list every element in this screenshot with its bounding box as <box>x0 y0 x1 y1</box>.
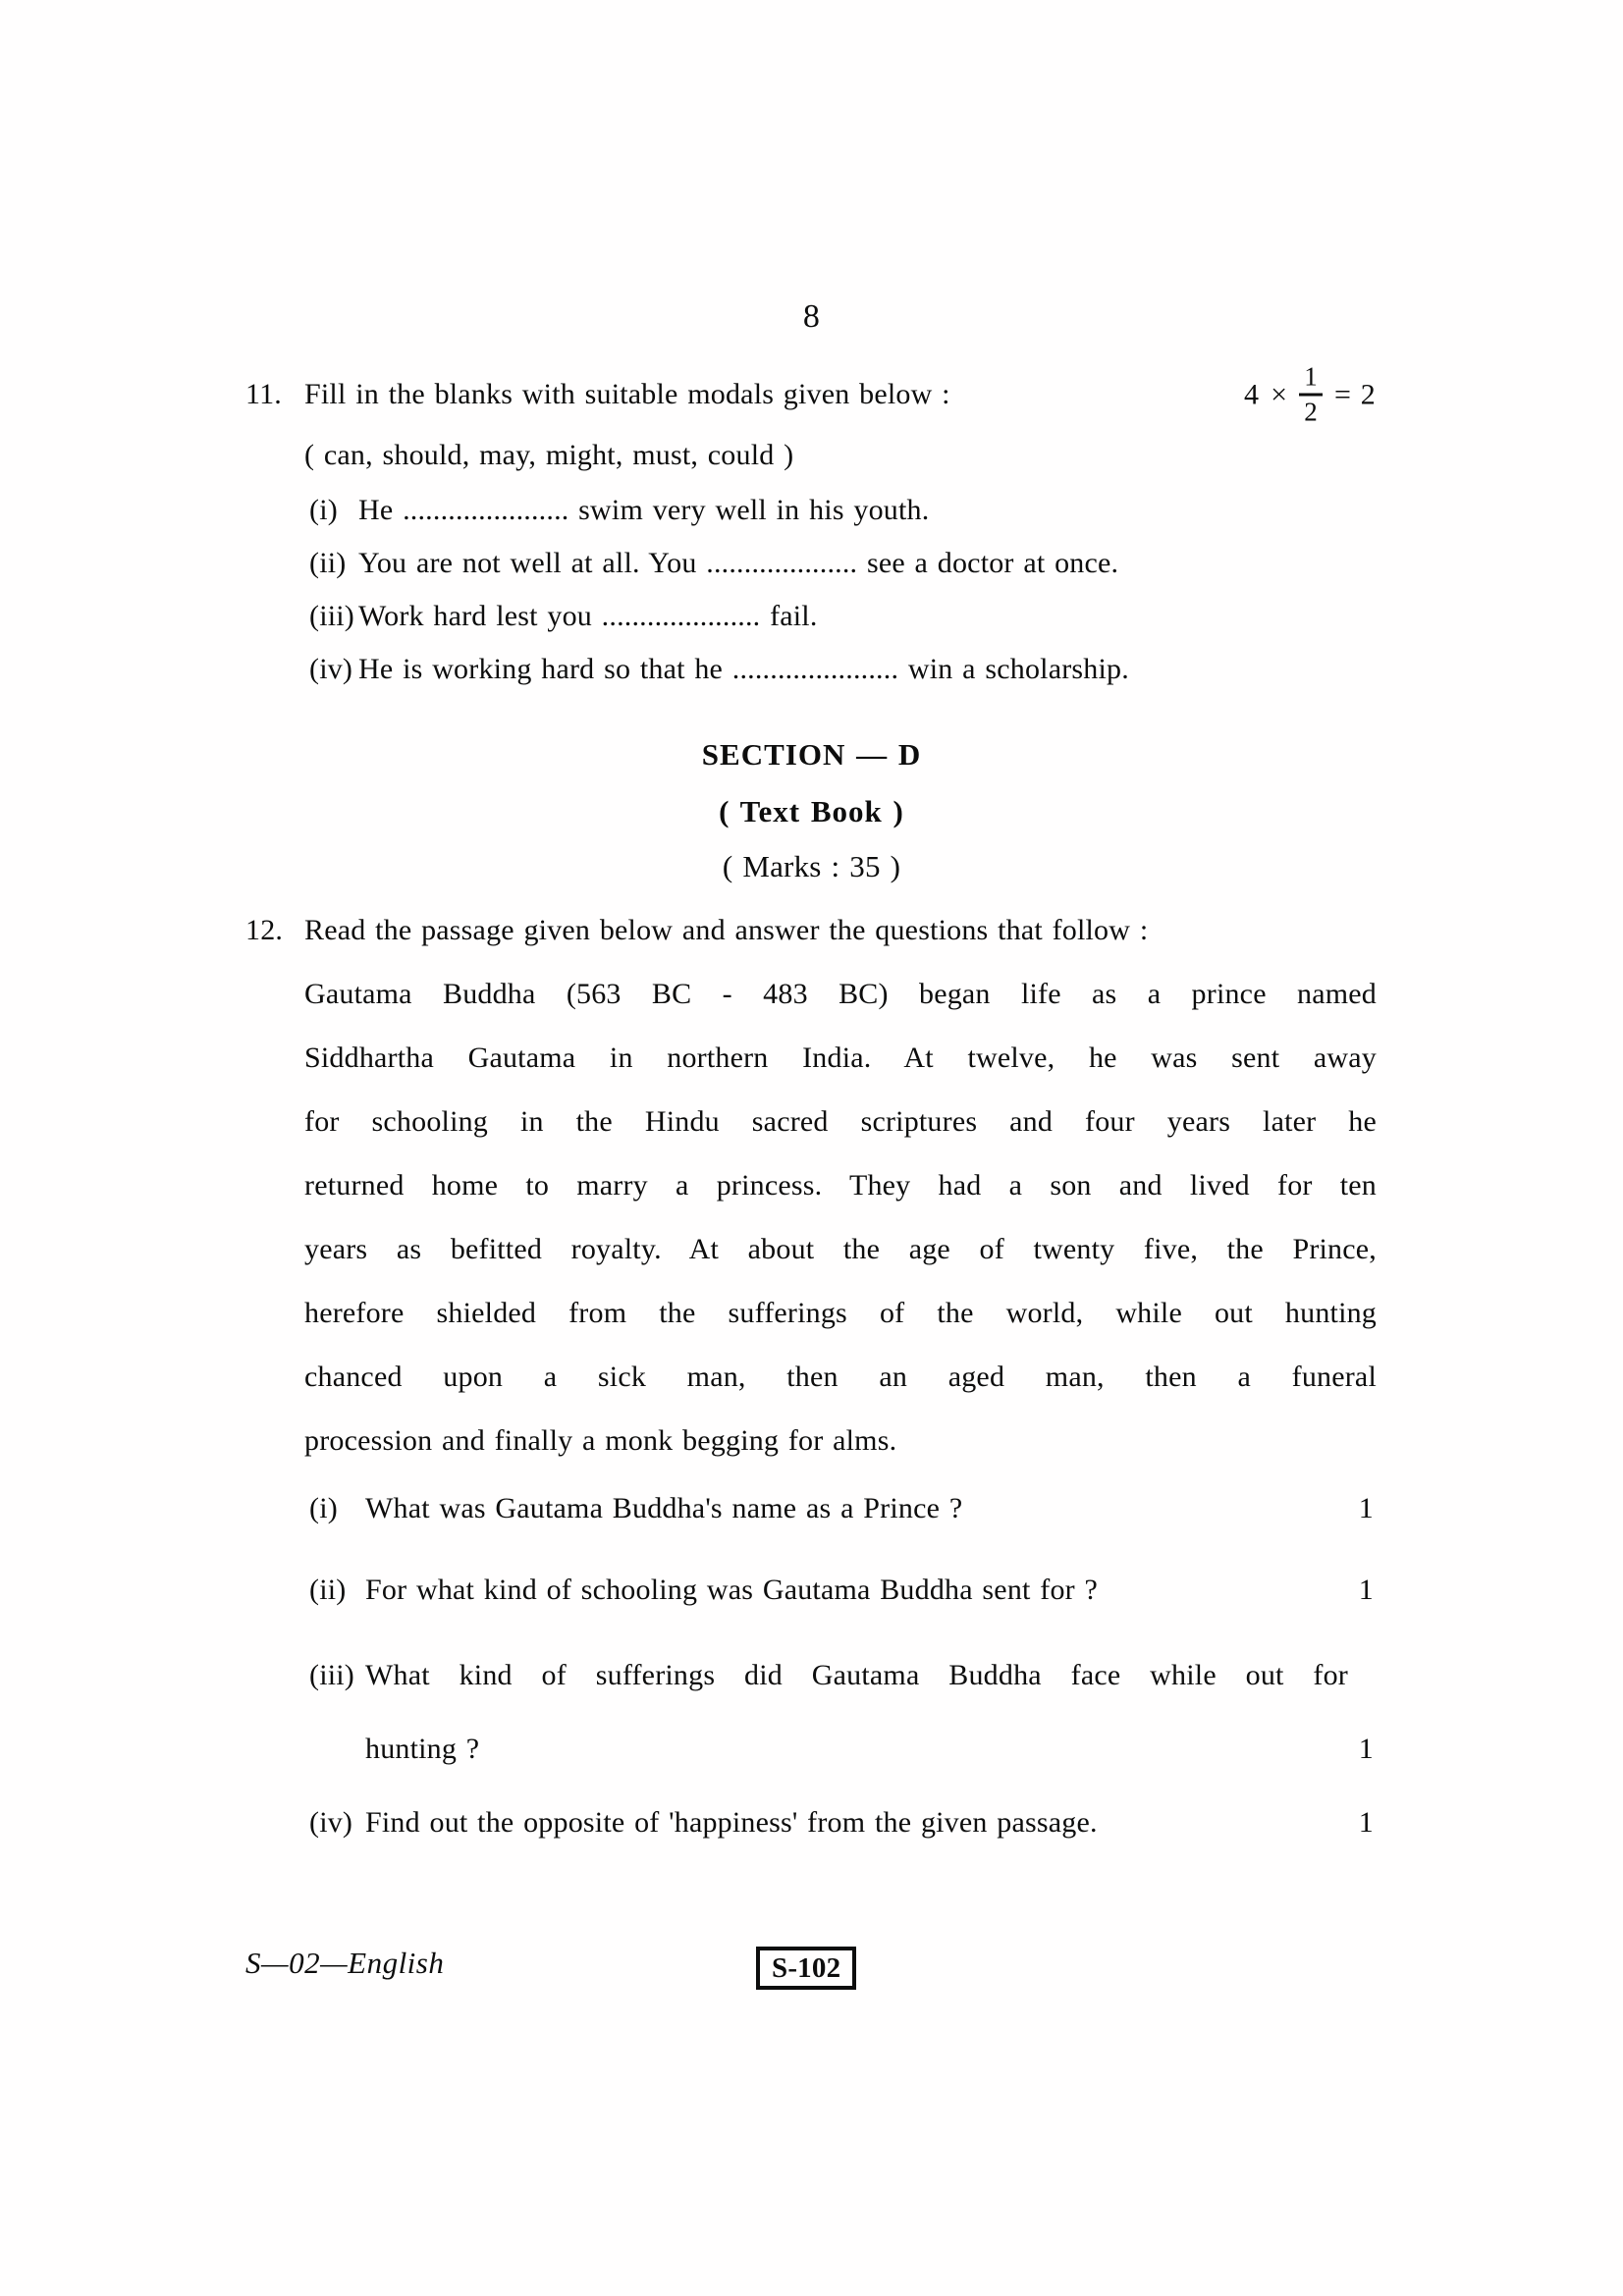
q12-item-ii-label: (ii) <box>309 1574 347 1606</box>
question-12-prompt: Read the passage given below and answer the questions that follow : <box>304 914 1149 946</box>
q12-item-i-text <box>365 1489 1348 1528</box>
q11-item-ii <box>245 544 1378 583</box>
section-marks-note: ( Marks : 35 ) <box>722 849 901 883</box>
q11-item-iii-text: Work hard lest you ..................... fail. <box>358 600 818 632</box>
q12-item-ii-text <box>365 1571 1348 1610</box>
fraction-one-half <box>1299 361 1323 427</box>
passage-line: Gautama Buddha (563 BC - 483 BC) began life as a prince named <box>304 978 1377 1010</box>
question-11-header <box>245 361 1378 427</box>
q11-item-iv-text: He is working hard so that he ...................... win a scholarship. <box>358 653 1129 685</box>
q12-item-iv-line: Find out the opposite of 'happiness' from the given passage. <box>365 1806 1098 1839</box>
section-subtitle: ( Text Book ) <box>719 794 904 828</box>
q12-item-iv-label: (iv) <box>309 1806 353 1839</box>
q12-item-iii-label: (iii) <box>309 1659 354 1691</box>
q11-item-ii-label: (ii) <box>309 547 347 579</box>
q12-item-i <box>245 1489 1378 1528</box>
page-number: 8 <box>802 298 821 335</box>
q12-item-ii <box>245 1571 1378 1610</box>
passage-line: for schooling in the Hindu sacred scriptures and four years later he <box>304 1105 1377 1138</box>
q11-item-iv-label: (iv) <box>309 653 353 685</box>
question-11-options-hint: ( can, should, may, might, must, could ) <box>304 439 794 471</box>
multiply-sign: × <box>1271 378 1288 410</box>
q12-item-i-line: What was Gautama Buddha's name as a Prince ? <box>365 1492 963 1524</box>
passage-line: chanced upon a sick man, then an aged man, then a funeral <box>304 1361 1377 1393</box>
q11-item-ii-text: You are not well at all. You .................... see a doctor at once. <box>358 547 1119 579</box>
q12-item-iii-marks: 1 <box>1358 1733 1374 1765</box>
passage-line: Siddhartha Gautama in northern India. At twelve, he was sent away <box>304 1041 1377 1074</box>
question-12-number: 12. <box>245 914 284 946</box>
formula-result: = 2 <box>1333 378 1376 410</box>
passage-line: years as befitted royalty. At about the age of twenty five, the Prince, <box>304 1233 1377 1265</box>
q12-item-ii-line: For what kind of schooling was Gautama Buddha sent for ? <box>365 1574 1099 1606</box>
reading-passage <box>304 962 1377 1472</box>
q11-item-iii-label: (iii) <box>309 600 354 632</box>
q12-item-ii-marks: 1 <box>1358 1574 1374 1606</box>
section-title: SECTION — D <box>701 737 922 772</box>
q11-item-i-label: (i) <box>309 494 338 526</box>
q11-item-i <box>245 491 1378 530</box>
question-12-header <box>245 911 1378 950</box>
q12-item-i-marks: 1 <box>1358 1492 1374 1524</box>
series-code-box: S-102 <box>756 1947 856 1990</box>
passage-line: returned home to marry a princess. They had a son and lived for ten <box>304 1169 1377 1201</box>
q11-item-iv <box>245 650 1378 689</box>
question-11-marks-formula <box>1243 361 1376 427</box>
q12-item-i-label: (i) <box>309 1492 338 1524</box>
q12-item-iv <box>245 1803 1378 1842</box>
q11-item-iii <box>245 597 1378 636</box>
q12-item-iv-marks: 1 <box>1358 1806 1374 1839</box>
question-11-prompt: Fill in the blanks with suitable modals given below : <box>304 378 950 410</box>
q11-item-i-text: He ...................... swim very well in his youth. <box>358 494 930 526</box>
question-11-number: 11. <box>245 378 282 410</box>
q12-item-iii <box>245 1656 1378 1769</box>
q12-item-iv-text <box>365 1803 1348 1842</box>
paper-code: S—02—English <box>245 1946 445 1980</box>
q12-item-iii-line2: hunting ? <box>365 1733 480 1765</box>
q12-item-iii-line1: What kind of sufferings did Gautama Buddha face while out for <box>365 1659 1348 1691</box>
fraction-denominator: 2 <box>1304 397 1318 427</box>
formula-factor: 4 <box>1243 378 1260 410</box>
q12-item-iii-text <box>365 1656 1348 1769</box>
fraction-numerator: 1 <box>1299 364 1323 397</box>
passage-line: herefore shielded from the sufferings of the world, while out hunting <box>304 1297 1377 1329</box>
passage-line: procession and finally a monk begging for alms. <box>304 1424 897 1457</box>
